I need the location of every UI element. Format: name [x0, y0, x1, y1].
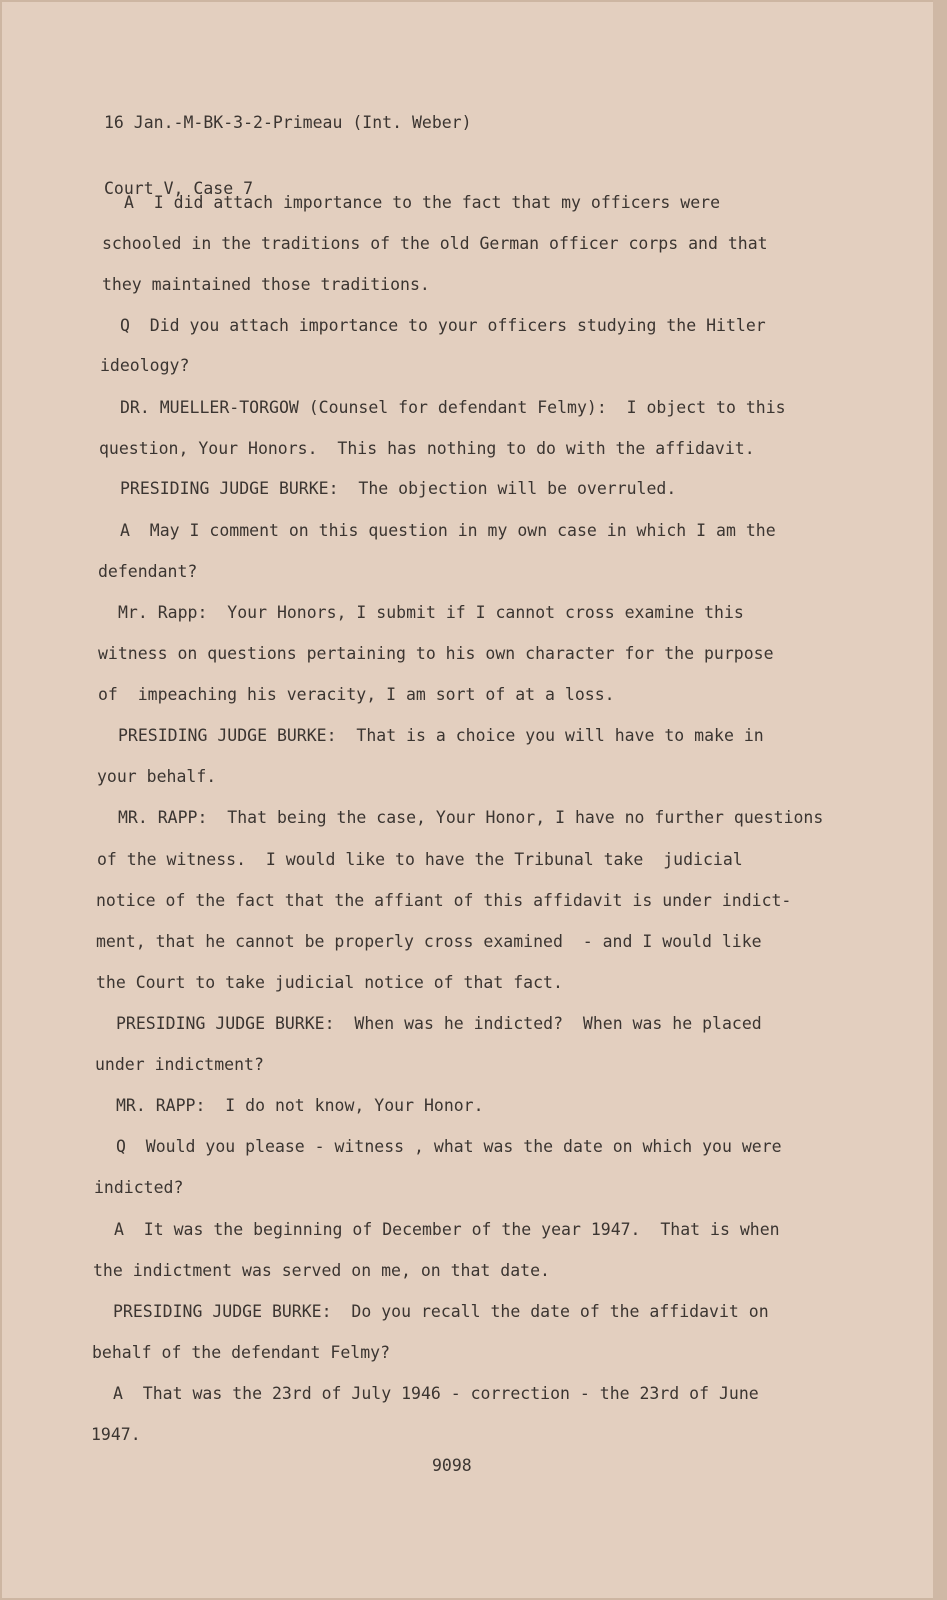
- transcript-line: they maintained those traditions.: [102, 275, 430, 294]
- transcript-line: PRESIDING JUDGE BURKE: When was he indicted? When was he placed: [116, 1014, 762, 1033]
- transcript-line: ideology?: [100, 356, 190, 375]
- transcript-line: PRESIDING JUDGE BURKE: That is a choice you will have to make in: [118, 726, 764, 745]
- transcript-line: witness on questions pertaining to his own character for the purpose: [98, 644, 774, 663]
- transcript-line: behalf of the defendant Felmy?: [92, 1343, 391, 1362]
- transcript-line: PRESIDING JUDGE BURKE: Do you recall the date of the affidavit on: [113, 1302, 769, 1321]
- page-edge: [933, 0, 947, 1600]
- document-header: [104, 68, 472, 244]
- transcript-line: A It was the beginning of December of the year 1947. That is when: [114, 1220, 780, 1239]
- transcript-line: of impeaching his veracity, I am sort of at a loss.: [98, 685, 615, 704]
- transcript-line: notice of the fact that the affiant of this affidavit is under indict-: [96, 891, 792, 910]
- transcript-line: A May I comment on this question in my own case in which I am the: [120, 521, 776, 540]
- transcript-line: the indictment was served on me, on that date.: [93, 1261, 550, 1280]
- transcript-line: A I did attach importance to the fact that my officers were: [124, 193, 721, 212]
- transcript-line: Q Would you please - witness , what was the date on which you were: [116, 1137, 782, 1156]
- transcript-line: MR. RAPP: That being the case, Your Honor, I have no further questions: [118, 808, 824, 827]
- transcript-line: schooled in the traditions of the old German officer corps and that: [102, 234, 768, 253]
- transcript-line: the Court to take judicial notice of that fact.: [96, 973, 563, 992]
- transcript-line: indicted?: [94, 1178, 184, 1197]
- transcript-line: Mr. Rapp: Your Honors, I submit if I cannot cross examine this: [118, 603, 744, 622]
- transcript-line: A That was the 23rd of July 1946 - correction - the 23rd of June: [113, 1384, 759, 1403]
- transcript-line: of the witness. I would like to have the Tribunal take judicial: [97, 850, 743, 869]
- transcript-line: defendant?: [98, 562, 198, 581]
- transcript-line: question, Your Honors. This has nothing to do with the affidavit.: [99, 439, 755, 458]
- transcript-line: 1947.: [91, 1425, 141, 1444]
- transcript-line: DR. MUELLER-TORGOW (Counsel for defendant Felmy): I object to this: [120, 398, 786, 417]
- header-line-2: Court V, Case 7: [104, 179, 254, 198]
- transcript-line: your behalf.: [97, 767, 217, 786]
- page-number: 9098: [432, 1456, 472, 1475]
- transcript-line: Q Did you attach importance to your officers studying the Hitler: [120, 316, 766, 335]
- transcript-line: MR. RAPP: I do not know, Your Honor.: [116, 1096, 484, 1115]
- transcript-line: under indictment?: [95, 1055, 264, 1074]
- header-line-1: 16 Jan.-M-BK-3-2-Primeau (Int. Weber): [104, 113, 472, 132]
- transcript-line: ment, that he cannot be properly cross examined - and I would like: [96, 932, 762, 951]
- transcript-line: PRESIDING JUDGE BURKE: The objection will be overruled.: [120, 479, 677, 498]
